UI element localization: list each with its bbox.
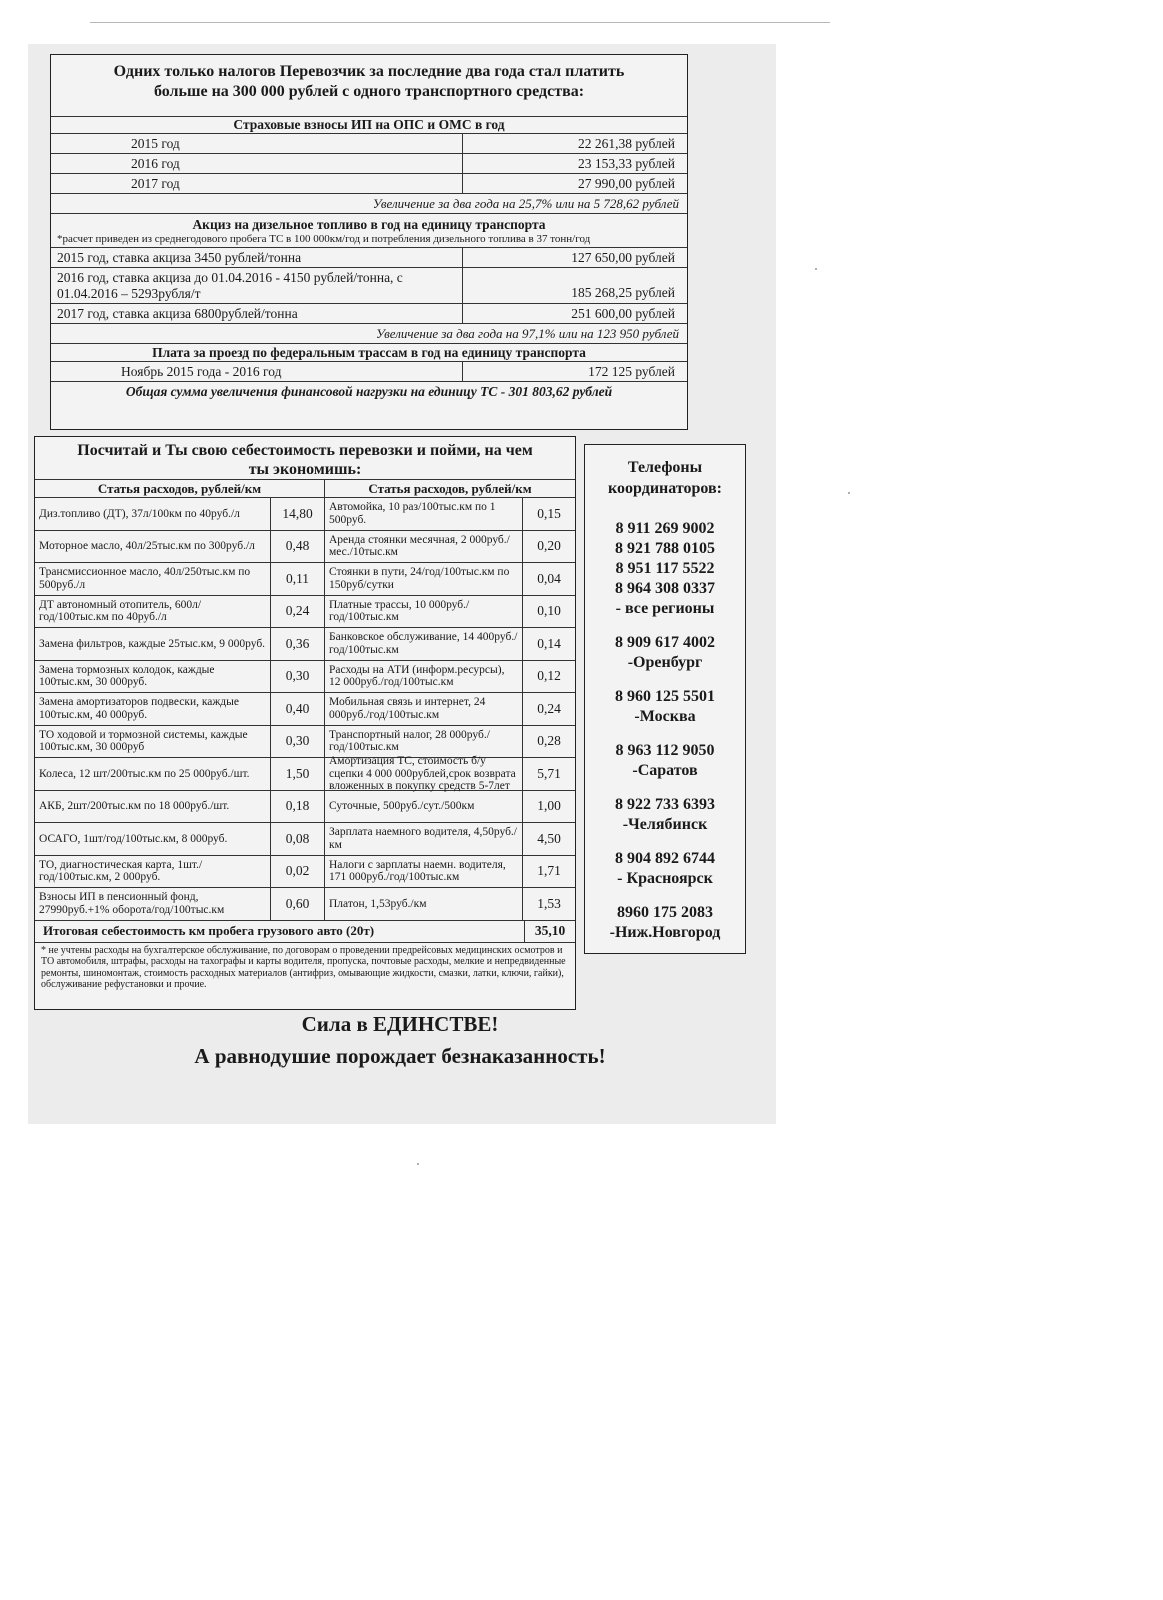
phone-region: - Красноярск [617,870,713,887]
phone-region: -Челябинск [622,816,708,833]
phone-region: -Саратов [632,762,698,779]
cost-item-name: Мобильная связь и интернет, 24 000руб./год/100тыс.км [325,693,523,725]
road-header-row [51,344,687,362]
scan-speck [815,268,817,270]
phone-number: 8 911 269 9002 [615,520,715,537]
cost-item-name: Суточные, 500руб./сут./500км [325,791,523,823]
insurance-year: 2015 год [51,134,463,153]
cost-item-name: Транспортный налог, 28 000руб./год/100тыс.км [325,726,523,758]
phone-number: 8 951 117 5522 [615,560,715,577]
cost-item-name: Взносы ИП в пенсионный фонд, 27990руб.+1% оборота/год/100тыс.км [35,888,271,920]
table-row [35,888,575,921]
cost-item-value: 14,80 [271,498,325,530]
cost-item-name: Автомойка, 10 раз/100тыс.км по 1 500руб. [325,498,523,530]
cost-item-value: 0,04 [537,570,561,586]
cost-title-line1: Посчитай и Ты свою себестоимость перевозки и пойми, на чем [77,442,533,459]
cost-column-headers [35,479,575,498]
table-row [51,268,687,304]
tax-total-row [51,382,687,402]
phone-number: 8 921 788 0105 [615,540,715,557]
phone-region: -Ниж.Новгород [609,924,721,941]
phone-region: -Оренбург [627,654,703,671]
insurance-increase: Увеличение за два года на 25,7% или на 5 728,62 рублей [372,195,679,211]
cost-item-value: 0,28 [537,733,561,748]
cost-item-value: 0,20 [537,538,561,553]
cost-item-value: 0,12 [537,668,561,683]
phone-number: 8 904 892 6744 [615,850,715,867]
cost-item-value: 1,53 [537,895,561,911]
cost-calculation-table [34,436,576,1010]
cost-item-name: Замена тормозных колодок, каждые 100тыс.км, 30 000руб. [35,661,271,693]
insurance-year: 2016 год [51,154,463,173]
phone-number: 8 963 112 9050 [615,742,715,759]
cost-item-name: Платон, 1,53руб./км [325,888,523,920]
insurance-value: 27 990,00 рублей [577,175,675,191]
cost-item-name: Колеса, 12 шт/200тыс.км по 25 000руб./шт. [35,758,271,790]
cost-item-value: 4,50 [537,830,561,846]
cost-col-header-left: Статья расходов, рублей/км [35,480,325,497]
phone-number: 8 964 308 0337 [615,580,715,597]
cost-item-name: Платные трассы, 10 000руб./год/100тыс.км [325,596,523,628]
table-row [35,726,575,759]
table-row [51,134,687,154]
phone-group [585,849,745,889]
cost-title-line2: ты экономишь: [248,461,362,478]
cost-item-value: 0,30 [271,661,325,693]
phone-group [585,903,745,943]
excise-value: 251 600,00 рублей [571,305,675,321]
phone-group [585,633,745,673]
insurance-value: 22 261,38 рублей [577,135,675,151]
cost-item-name: Замена фильтров, каждые 25тыс.км, 9 000руб. [35,628,271,660]
insurance-year: 2017 год [51,174,463,193]
phone-number: 8960 175 2083 [617,904,713,921]
table-row [35,693,575,726]
road-header: Плата за проезд по федеральным трассам в год на единицу транспорта [152,344,586,360]
cost-item-value: 0,15 [537,505,561,521]
phone-group [585,795,745,835]
cost-item-name: Налоги с зарплаты наемн. водителя, 171 000руб./год/100тыс.км [325,856,523,888]
insurance-header: Страховые взносы ИП на ОПС и ОМС в год [233,117,505,132]
scan-speck [417,1163,419,1165]
cost-rows [35,498,575,921]
excise-note: *расчет приведен из среднегодового пробега ТС в 100 000км/год и потребления дизельного топлива в 37 тонн/год [57,232,591,245]
tax-increase-table [50,54,688,430]
cost-item-name: Замена амортизаторов подвески, каждые 100тыс.км, 40 000руб. [35,693,271,725]
cost-item-name: ОСАГО, 1шт/год/100тыс.км, 8 000руб. [35,823,271,855]
cost-item-value: 1,50 [271,758,325,790]
excise-year: 2015 год, ставка акциза 3450 рублей/тонна [51,248,463,267]
phone-group [585,519,745,619]
cost-item-name: Банковское обслуживание, 14 400руб./год/100тыс.км [325,628,523,660]
phones-title-line2: координаторов: [608,480,722,497]
table-row [35,755,575,792]
table-row [35,791,575,824]
tax-title-line2: больше на 300 000 рублей с одного транспортного средства: [153,83,585,100]
table-row [35,856,575,889]
excise-value: 185 268,25 рублей [571,285,675,300]
road-value: 172 125 рублей [588,363,675,379]
cost-item-name: Трансмиссионное масло, 40л/250тыс.км по 500руб./л [35,563,271,595]
phone-region: - все регионы [615,600,715,617]
phone-number: 8 960 125 5501 [615,688,715,705]
cost-item-name: Диз.топливо (ДТ), 37л/100км по 40руб./л [35,498,271,530]
insurance-value: 23 153,33 рублей [577,155,675,171]
tax-total: Общая сумма увеличения финансовой нагрузки на единицу ТС - 301 803,62 рублей [125,384,613,399]
cost-total-value: 35,10 [534,923,566,938]
cost-item-name: АКБ, 2шт/200тыс.км по 18 000руб./шт. [35,791,271,823]
cost-item-name: Расходы на АТИ (информ.ресурсы), 12 000руб./год/100тыс.км [325,661,523,693]
cost-item-value: 1,00 [537,798,561,813]
table-row [51,362,687,382]
cost-item-value: 0,08 [271,823,325,855]
cost-total-label: Итоговая себестоимость км пробега грузового авто (20т) [35,921,525,942]
table-row [35,498,575,531]
excise-year: 2016 год, ставка акциза до 01.04.2016 - 4150 рублей/тонна, с 01.04.2016 – 5293рубля/т [51,268,463,303]
cost-total-row [35,921,575,943]
excise-header-row [51,214,687,248]
excise-year: 2017 год, ставка акциза 6800рублей/тонна [51,304,463,323]
cost-item-value: 0,48 [271,531,325,563]
slogan-line1: Сила в ЕДИНСТВЕ! [301,1012,499,1036]
cost-item-value: 0,24 [271,596,325,628]
insurance-header-row [51,117,687,134]
table-row [35,531,575,564]
cost-item-name: Стоянки в пути, 24/год/100тыс.км по 150руб/сутки [325,563,523,595]
phone-group [585,687,745,727]
excise-value: 127 650,00 рублей [571,249,675,265]
table-row [51,248,687,268]
cost-item-value: 0,24 [537,700,561,716]
phone-region: -Москва [634,708,696,725]
phone-groups [585,519,745,943]
cost-item-value: 5,71 [537,765,561,781]
cost-item-value: 0,10 [537,603,561,618]
phone-number: 8 909 617 4002 [615,634,715,651]
cost-item-value: 0,11 [271,563,325,595]
phones-title [585,457,745,499]
table-row [51,154,687,174]
cost-item-name: ТО ходовой и тормозной системы, каждые 100тыс.км, 30 000руб [35,726,271,758]
insurance-increase-row [51,194,687,214]
road-period: Ноябрь 2015 года - 2016 год [51,362,463,381]
table-row [51,174,687,194]
cost-item-name: ДТ автономный отопитель, 600л/год/100тыс.км по 40руб./л [35,596,271,628]
cost-item-value: 0,30 [271,726,325,758]
excise-increase-row [51,324,687,344]
phones-title-line1: Телефоны [627,459,703,476]
tax-table-title [51,55,687,117]
cost-col-header-right: Статья расходов, рублей/км [368,480,532,496]
coordinator-phones-box [584,444,746,954]
cost-item-value: 0,18 [271,791,325,823]
table-row [51,304,687,324]
tax-title-line1: Одних только налогов Перевозчик за последние два года стал платить [113,63,625,80]
cost-item-name: Амортизация ТС, стоимость б/у сцепки 4 000 000рублей,срок возврата вложенных в покупку средств 5-7лет [325,758,523,790]
cost-item-value: 0,14 [537,635,561,651]
cost-item-name: ТО, диагностическая карта, 1шт./год/100тыс.км, 2 000руб. [35,856,271,888]
cost-table-title [35,437,575,479]
table-row [35,628,575,661]
cost-item-name: Аренда стоянки месячная, 2 000руб./мес./10тыс.км [325,531,523,563]
cost-item-value: 0,36 [271,628,325,660]
excise-increase: Увеличение за два года на 97,1% или на 123 950 рублей [376,325,679,341]
table-row [35,596,575,629]
excise-header: Акциз на дизельное топливо в год на единицу транспорта [192,216,546,232]
phone-number: 8 922 733 6393 [615,796,715,813]
phone-group [585,741,745,781]
slogan-line2: А равнодушие порождает безнаказанность! [194,1044,606,1068]
cost-footnote: * не учтены расходы на бухгалтерское обслуживание, по договорам о проведении предрейсовых медицинских осмотров и ТО автомобиля, штрафы, расходы на тахографы и карты водителя, пропуска, почтовые расходы, мелкие и непредвиденные ремонты, шиномонтаж, стоимость расходных материалов (антифриз, омывающие жидкости, смазки, латки, ключи, гайки), обслуживание рефустановки и прочие. [41,944,566,990]
table-row [35,823,575,856]
cost-item-name: Зарплата наемного водителя, 4,50руб./км [325,823,523,855]
table-row [35,661,575,694]
scan-speck [848,492,850,494]
cost-item-value: 0,60 [271,888,325,920]
table-row [35,563,575,596]
cost-item-name: Моторное масло, 40л/25тыс.км по 300руб./л [35,531,271,563]
scan-edge-line [90,22,830,23]
cost-item-value: 0,40 [271,693,325,725]
cost-item-value: 1,71 [537,863,561,878]
cost-item-value: 0,02 [271,856,325,888]
